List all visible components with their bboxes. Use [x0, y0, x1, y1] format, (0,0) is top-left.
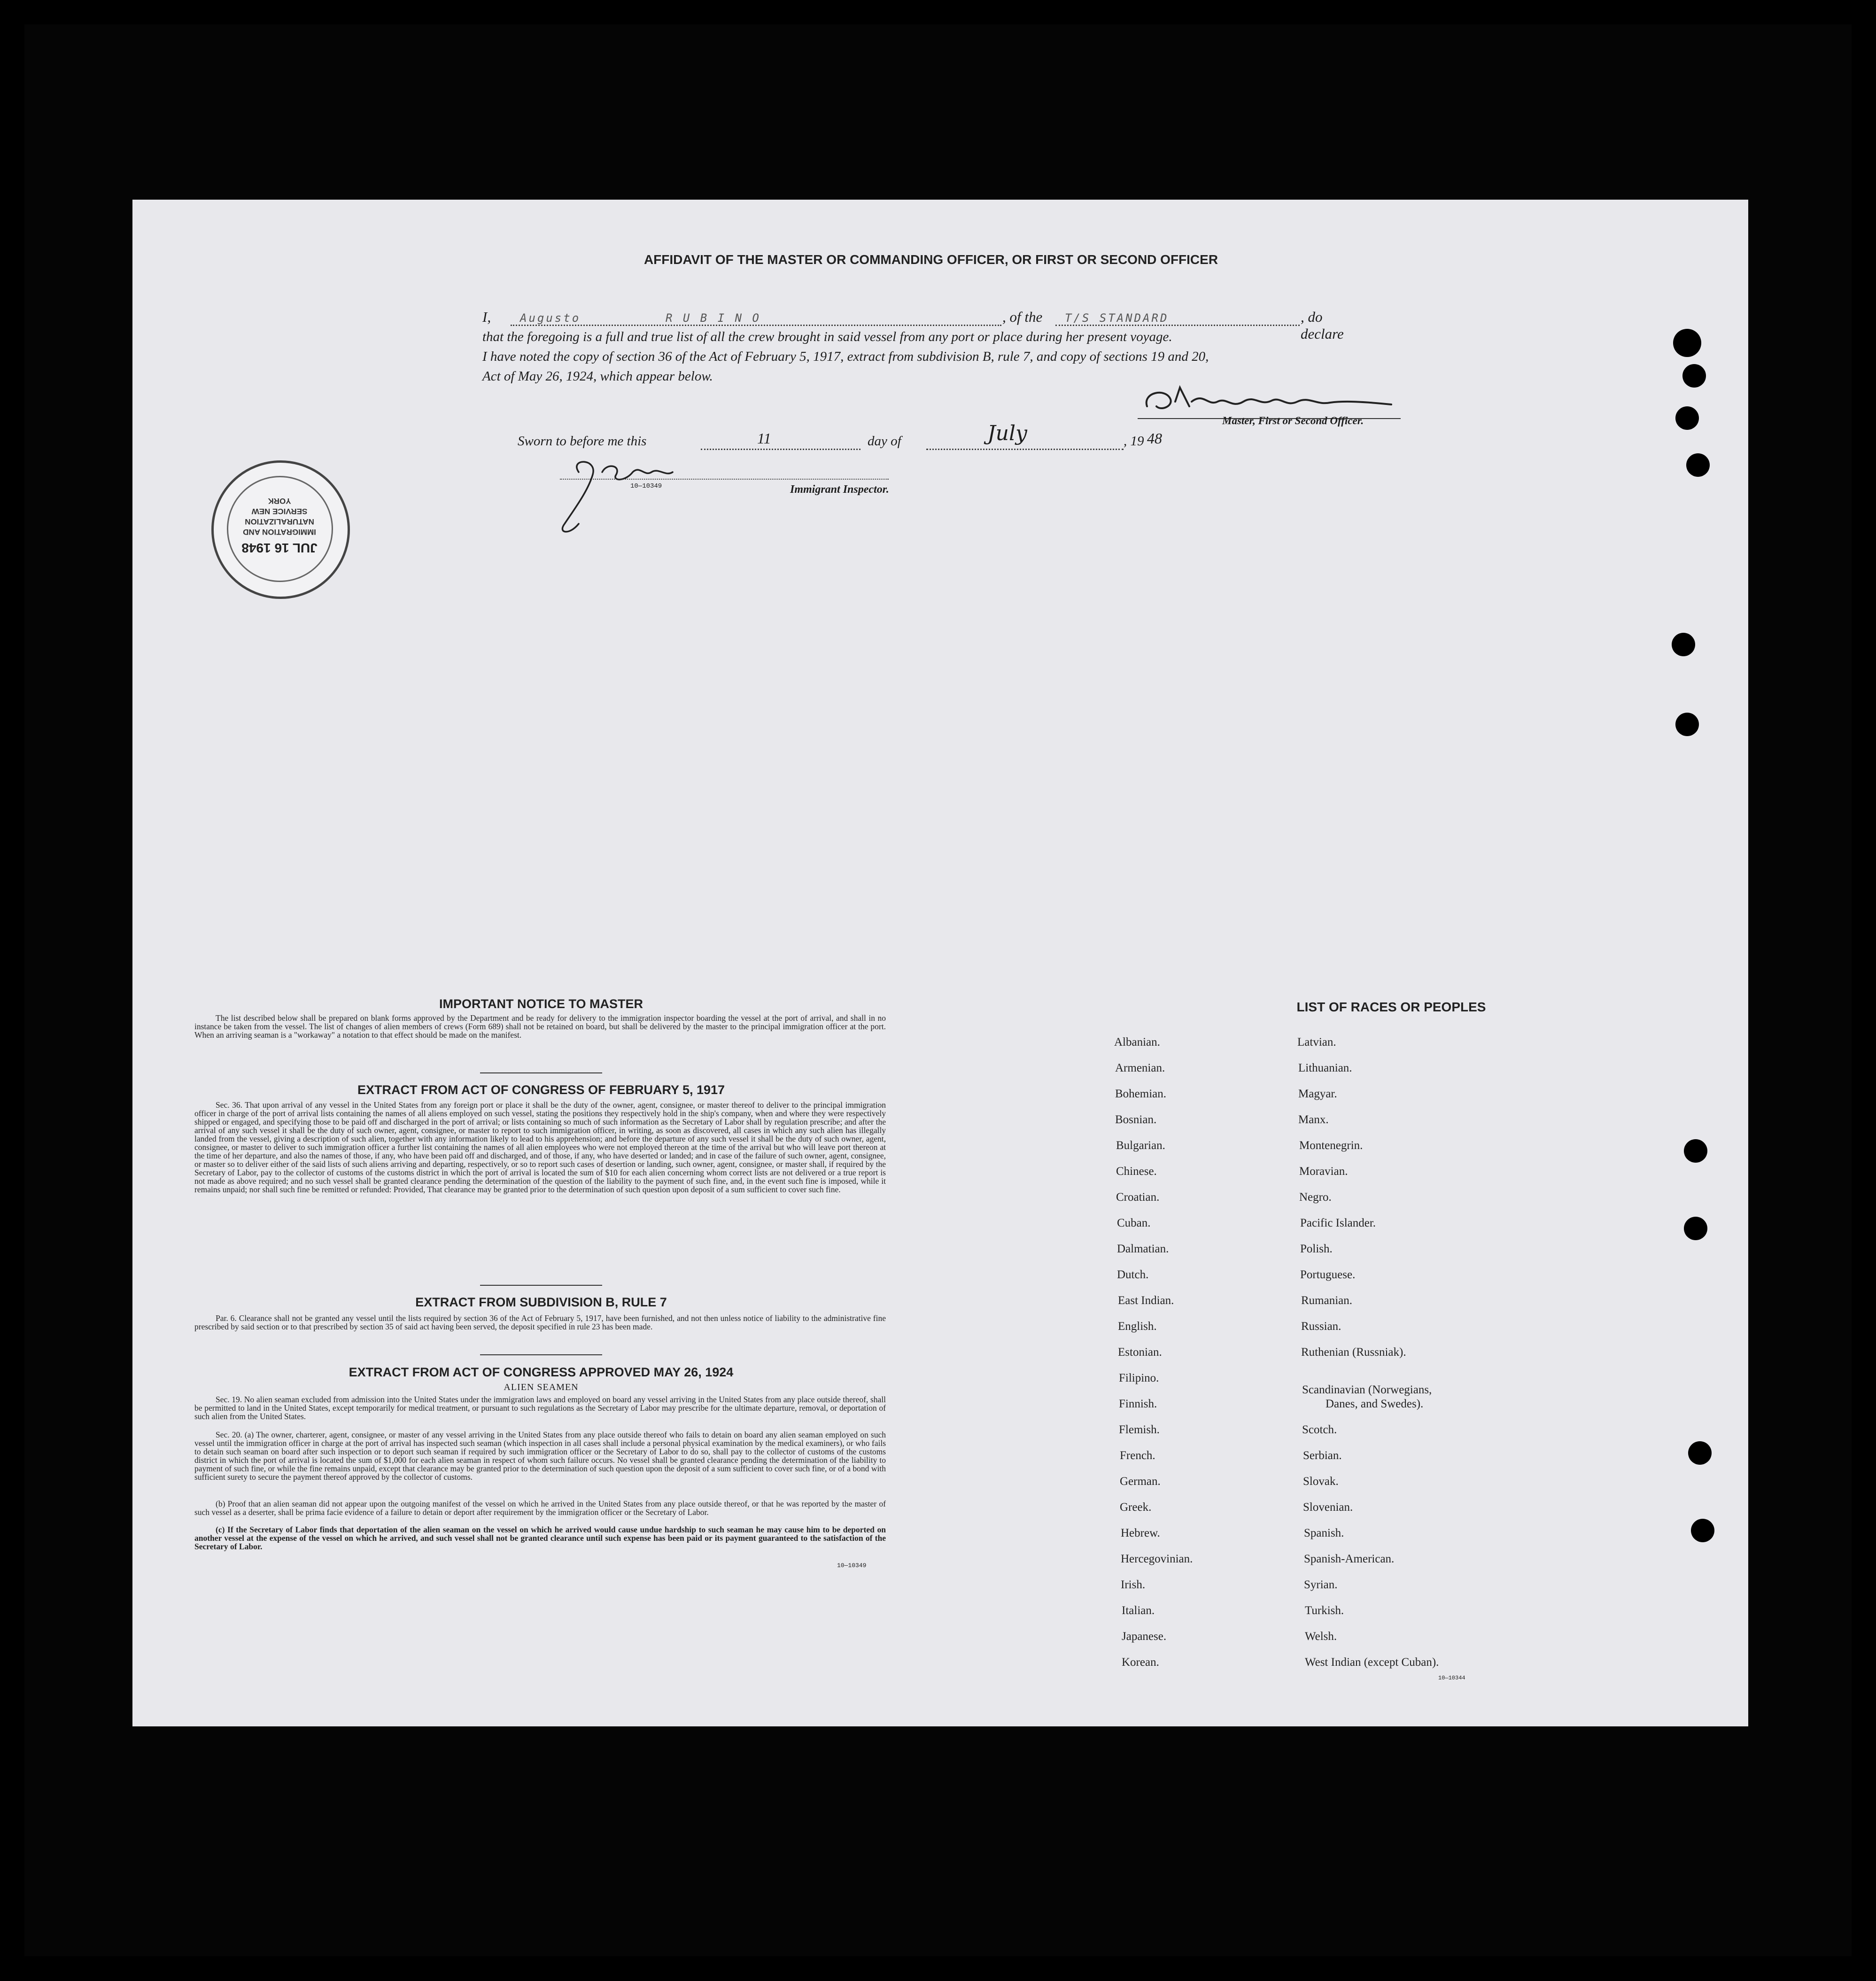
i-prefix: I, — [482, 309, 491, 325]
race-item: Ruthenian (Russniak). — [1301, 1346, 1406, 1359]
race-item: Hebrew. — [1121, 1527, 1160, 1539]
race-item: Slovenian. — [1303, 1501, 1353, 1514]
race-item: Armenian. — [1115, 1062, 1165, 1074]
binder-hole — [1684, 1139, 1707, 1163]
race-item: Croatian. — [1116, 1191, 1160, 1204]
race-item: Manx. — [1298, 1113, 1329, 1126]
master-first-name: Augusto — [520, 311, 581, 325]
race-item: Cuban. — [1117, 1217, 1151, 1229]
race-item: Korean. — [1122, 1656, 1159, 1669]
binder-hole — [1686, 453, 1710, 477]
notice-form-number: 10—10349 — [837, 1562, 867, 1569]
binder-hole — [1688, 1441, 1712, 1465]
race-item: Welsh. — [1305, 1630, 1337, 1643]
race-item: Russian. — [1301, 1320, 1341, 1333]
race-item: Scandinavian (Norwegians, — [1302, 1383, 1432, 1396]
race-item: Japanese. — [1122, 1630, 1167, 1643]
race-item: Turkish. — [1305, 1604, 1344, 1617]
document-page — [132, 200, 1748, 1726]
race-item: English. — [1118, 1320, 1157, 1333]
binder-hole — [1675, 406, 1699, 430]
race-item: Portuguese. — [1300, 1268, 1356, 1281]
race-item: Rumanian. — [1301, 1294, 1353, 1307]
master-caption: Master, First or Second Officer. — [1222, 415, 1364, 427]
extract3-sec20c: (c) If the Secretary of Labor finds that deportation of the alien seaman on the vessel on which he arrived would cause undue hardship to such seaman he may cause him to be deported on another vessel at the expense of the vessel on which he arrived, and such vessel shall not be granted clearance until such expense has been paid or its payment guaranteed to the satisfaction of the Secretary of Labor. — [194, 1525, 886, 1551]
race-item: Syrian. — [1304, 1578, 1338, 1591]
affidavit-line-2: that the foregoing is a full and true list of all the crew brought in said vessel from any port or place during her present voyage. — [482, 329, 1172, 344]
race-item: Spanish. — [1304, 1527, 1344, 1539]
extract3-sec20a: Sec. 20. (a) The owner, charterer, agent, consignee, or master of any vessel arriving in the United States from any place outside thereof who fails to detain on board any alien seaman employed on such vessel until the immigration officer in charge at the port of arrival has inspected such seaman (which inspection in all cases shall include a personal physical examination by the medical examiners), or who fails to detain such seaman on board after such inspection or to deport such seaman if required by such immigration officer or the Secretary of Labor to do so, shall pay to the collector of customs of the customs district in which the port of arrival is located the sum of $1,000 for each alien seaman in respect of whom such failure occurs. No vessel shall be granted clearance pending the determination of the liability to payment of such fine, or while the fine remains unpaid, except that clearance may be granted prior to the determination of such question upon the deposit of a sum sufficient to cover such fine, or of a bond with sufficient surety to secure the payment thereof approved by the collector of customs. — [194, 1430, 886, 1482]
binder-hole — [1691, 1519, 1714, 1542]
binder-hole — [1682, 364, 1706, 388]
inspector-signature-line — [560, 479, 889, 481]
year-suffix: 48 — [1147, 430, 1162, 447]
vessel-name: T/S STANDARD — [1065, 311, 1169, 325]
sworn-month-line — [926, 449, 1124, 450]
extract1-title: EXTRACT FROM ACT OF CONGRESS OF FEBRUARY 5, 1917 — [357, 1083, 725, 1097]
race-item: Irish. — [1121, 1578, 1146, 1591]
race-item: French. — [1120, 1449, 1155, 1462]
affidavit-form-number: 10—10349 — [630, 482, 662, 490]
notice-title: IMPORTANT NOTICE TO MASTER — [439, 997, 643, 1011]
race-item: Bosnian. — [1115, 1113, 1157, 1126]
race-item: Filipino. — [1119, 1372, 1159, 1384]
race-item: Pacific Islander. — [1300, 1217, 1376, 1229]
extract2-title: EXTRACT FROM SUBDIVISION B, RULE 7 — [415, 1295, 667, 1309]
race-item: Estonian. — [1118, 1346, 1162, 1359]
race-item: Dalmatian. — [1117, 1243, 1169, 1255]
race-item: Scotch. — [1302, 1423, 1337, 1436]
extract3-title: EXTRACT FROM ACT OF CONGRESS APPROVED MAY 26, 1924 — [349, 1365, 734, 1379]
do-declare-label: , do declare — [1301, 309, 1344, 342]
master-last-name: R U B I N O — [666, 311, 761, 325]
extract3-sec19: Sec. 19. No alien seaman excluded from admission into the United States under the immigration laws and employed on board any vessel arriving in the United States from any place outside thereof, shall be permitted to land in the United States, except temporarily for medical treatment, or pursuant to such regulations as the Secretary of Labor may prescribe for the ultimate departure, removal, or deportation of such alien from the United States. — [194, 1395, 886, 1421]
race-item: German. — [1120, 1475, 1161, 1488]
binder-hole — [1675, 713, 1699, 736]
notice-divider-3 — [480, 1354, 602, 1355]
sworn-prefix: Sworn to before me this — [518, 434, 647, 449]
race-item: Slovak. — [1303, 1475, 1339, 1488]
inspector-signature — [550, 453, 710, 538]
sworn-month: July — [987, 421, 1027, 445]
binder-hole — [1672, 633, 1695, 656]
race-item: Latvian. — [1297, 1036, 1336, 1049]
inspector-caption: Immigrant Inspector. — [790, 483, 889, 496]
sworn-day: 11 — [757, 430, 771, 447]
race-item: Serbian. — [1303, 1449, 1342, 1462]
race-item: Montenegrin. — [1299, 1139, 1363, 1152]
extract3-subtitle: ALIEN SEAMEN — [504, 1382, 579, 1392]
race-item: Flemish. — [1119, 1423, 1160, 1436]
vessel-name-line — [1055, 325, 1300, 326]
race-item: Finnish. — [1119, 1398, 1157, 1410]
notice-body: The list described below shall be prepared on blank forms approved by the Department and be ready for delivery to the immigration inspector boarding the vessel at the port of arrival, and shall in no instance be taken from the vessel. The list of changes of alien members of crews (Form 689) shall not be retained on board, but shall be delivered by the master to the principal immigration officer at the port. When an arriving seaman is a "workaway" a notation to that effect should be made on the manifest. — [194, 1013, 886, 1040]
races-title: LIST OF RACES OR PEOPLES — [1296, 1000, 1486, 1014]
race-item: Danes, and Swedes). — [1326, 1398, 1424, 1410]
race-item: Chinese. — [1116, 1165, 1157, 1178]
race-item: Albanian. — [1114, 1036, 1160, 1049]
binder-hole — [1684, 1217, 1707, 1240]
race-item: Magyar. — [1298, 1088, 1337, 1100]
day-of-label: day of — [868, 434, 901, 449]
sworn-line — [518, 421, 1335, 453]
races-form-number: 10—10344 — [1438, 1675, 1465, 1681]
affidavit-title: AFFIDAVIT OF THE MASTER OR COMMANDING OFFICER, OR FIRST OR SECOND OFFICER — [643, 252, 1218, 267]
race-item: Polish. — [1300, 1243, 1333, 1255]
race-item: Dutch. — [1117, 1268, 1149, 1281]
extract1-body: Sec. 36. That upon arrival of any vessel in the United States from any foreign port or place it shall be the duty of the owner, agent, consignee, or master thereof to deliver to the principal immigration officer in charge of the port of arrival lists containing the names of all aliens employed on such vessel, stating the positions they respectively hold in the ship's company, when and where they were respectively shipped or engaged, and specifying those to be paid off and discharged in the port of arrival; or lists containing so much of such information as the Secretary of Labor shall by regulation prescribe; and after the arrival of any such vessel it shall be the duty of such owner, agent, consignee, or master to report to such immigration officer, in writing, as soon as discovered, all cases in which any such alien has illegally landed from the vessel, giving a description of such alien, together with any information likely to lead to his apprehension; and before the departure of any such vessel it shall be the duty of such owner, agent, consignee, or master to deliver to such immigration officer a further list containing the names of all alien employees who were not employed thereon at the time of the arrival but who will leave port thereon at the time of her departure, and also the names of those, if any, who have been paid off and discharged, and of those, if any, who have deserted or landed; and in case of the failure of such owner, agent, consignee, or master so to deliver either of the said lists of such aliens arriving and departing, respectively, or so to report such cases of desertion or landing, such owner, agent, consignee, or master shall, if required by the Secretary of Labor, pay to the collector of customs of the customs district in which the port of arrival is located the sum of $10 for each alien concerning whom correct lists are not delivered or a true report is not made as above required; and no such vessel shall be granted clearance pending the determination of the question of the liability to the payment of such fine, and, in the event such fine is imposed, while it remains unpaid; nor shall such fine be remitted or refunded: Provided, That clearance may be granted prior to the determination of such question upon deposit of a sum sufficient to cover such fine. — [194, 1100, 886, 1194]
sworn-day-line — [701, 449, 860, 450]
year-prefix: , 19 — [1124, 434, 1144, 449]
race-item: West Indian (except Cuban). — [1305, 1656, 1439, 1669]
stamp-date: JUL 16 1948 — [241, 541, 318, 555]
race-item: Italian. — [1122, 1604, 1155, 1617]
of-the-label: , of the — [1002, 309, 1043, 325]
master-name-line — [511, 325, 1001, 326]
race-item: East Indian. — [1118, 1294, 1174, 1307]
affidavit-line-4: Act of May 26, 1924, which appear below. — [482, 369, 713, 384]
race-item: Moravian. — [1299, 1165, 1348, 1178]
race-item: Hercegovinian. — [1121, 1553, 1193, 1565]
notice-divider-2 — [480, 1285, 602, 1286]
race-item: Bulgarian. — [1116, 1139, 1165, 1152]
race-item: Spanish-American. — [1304, 1553, 1395, 1565]
race-item: Lithuanian. — [1298, 1062, 1352, 1074]
notice-divider-1 — [480, 1072, 602, 1073]
race-item: Negro. — [1299, 1191, 1332, 1204]
affidavit-line-3: I have noted the copy of section 36 of the Act of February 5, 1917, extract from subdivision B, rule 7, and copy of sections 19 and 20, — [482, 349, 1209, 364]
race-item: Greek. — [1120, 1501, 1152, 1514]
extract3-sec20b: (b) Proof that an alien seaman did not appear upon the outgoing manifest of the vessel on which he arrived in the United States from any place outside thereof, or that he was reported by the master of such vessel as a deserter, shall be prima facie evidence of a failure to detain or deport after requirement by the immigration officer or the Secretary of Labor. — [194, 1499, 886, 1517]
race-item: Bohemian. — [1115, 1088, 1167, 1100]
immigration-stamp — [211, 460, 350, 599]
binder-hole — [1673, 329, 1701, 357]
stamp-text: IMMIGRATION AND NATURALIZATION SERVICE NEW YORK — [243, 497, 316, 536]
extract2-body: Par. 6. Clearance shall not be granted any vessel until the lists required by section 36 of the Act of February 5, 1917, have been furnished, and not then unless notice of liability to the administrative fine prescribed by said section or to that prescribed by section 35 of said act having been served, the deposit specified in rule 23 has been made. — [194, 1313, 886, 1331]
